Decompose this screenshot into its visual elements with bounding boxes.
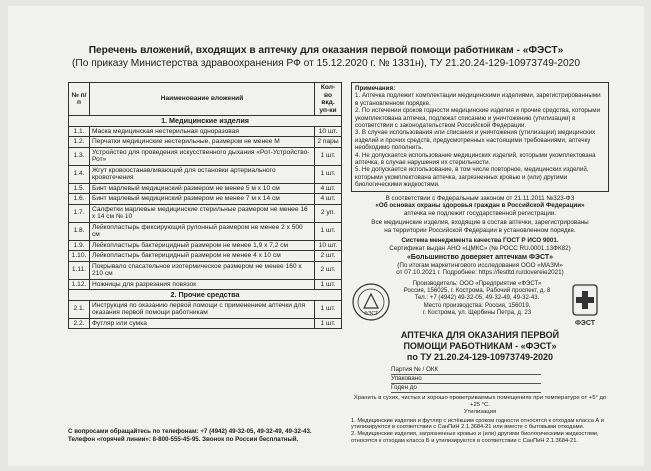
row-qty: 2 шт. (315, 261, 342, 279)
section-title: 1. Медицинские изделия (69, 116, 342, 127)
note-item: 5. Не допускается использование, в том числе повторное, медицинских изделий, которыми укомплектована аптечка, загрязненных кровью и (или) другими биологическими жидкостями. (355, 166, 589, 189)
trust-line: «Большинство доверяет аптечкам ФЭСТ» (406, 254, 553, 262)
row-qty: 1 шт. (315, 279, 342, 290)
logo-left-text: ФЭСТ (364, 310, 378, 317)
table-row (69, 300, 342, 318)
expiry-field: Годен до (391, 384, 541, 393)
note-item: 4. Не допускается использование медицинских изделий, которыми укомплектована аптечка, в случае нарушения их стерильности. (355, 151, 596, 167)
row-name: Футляр или сумка (90, 318, 315, 329)
table-row (69, 279, 342, 290)
quality-text (351, 237, 609, 252)
quality-line: Сертификат выдан АНО «ЦМКС» (№ РОСС RU.0001.13ФК82) (389, 244, 571, 252)
table-row (69, 240, 342, 251)
col-number-header: № п/п (69, 83, 90, 116)
notes-box (351, 82, 609, 192)
row-number: 1.4. (69, 165, 90, 183)
row-qty: 1 шт. (315, 165, 342, 183)
table-row (69, 165, 342, 183)
row-number: 1.7. (69, 204, 90, 222)
document-subtitle: (По приказу Министерства здравоохранения РФ от 15.12.2020 г. № 1331н), ТУ 21.20.24-129-10973749-2020 (71, 58, 581, 69)
section-title: 2. Прочие средства (69, 290, 342, 301)
quality-line: Система менеджмента качества ГОСТ Р ИСО 9001. (401, 237, 559, 245)
table-row (69, 318, 342, 329)
table-body (69, 116, 342, 329)
row-qty: 2 шт. (315, 251, 342, 262)
section-row (69, 290, 342, 301)
row-name: Перчатки медицинские нестерильные, размером не менее М (90, 137, 315, 148)
table-row (69, 183, 342, 194)
fest-logo-icon (561, 282, 609, 328)
document-header (8, 44, 644, 70)
row-qty: 1 шт. (315, 300, 342, 318)
row-number: 1.10. (69, 251, 90, 262)
producer-block (351, 280, 609, 330)
row-name: Лейкопластырь бактерицидный размером не менее 4 х 10 см (90, 251, 315, 262)
product-line: по ТУ 21.20.24-129-10973749-2020 (406, 351, 554, 362)
storage-text (351, 395, 609, 416)
footnote: 1. Медицинские изделия и футляр с истёкшим сроком годности относятся к отходам класса А и утилизируются в соответствии с СанПиН 2.1.3684-21 или вместе с бытовыми отходами. (351, 417, 604, 431)
row-name: Бинт марлевый медицинский размером не менее 5 м х 10 см (90, 183, 315, 194)
row-number: 1.8. (69, 222, 90, 240)
note-item: 1. Аптечка подлежит комплектации медицинскими изделиями, зарегистрированными в установленном порядке. (355, 92, 601, 107)
registration-text (351, 219, 609, 234)
row-qty: 2 пары (315, 137, 342, 148)
product-line: АПТЕЧКА ДЛЯ ОКАЗАНИЯ ПЕРВОЙ (400, 329, 560, 340)
row-number: 1.9. (69, 240, 90, 251)
product-line: ПОМОЩИ РАБОТНИКАМ - «ФЭСТ» (403, 340, 557, 351)
row-number: 1.2. (69, 137, 90, 148)
row-name: Бинт марлевый медицинский размером не менее 7 м х 14 см (90, 194, 315, 205)
packed-field: Упаковано (391, 375, 541, 384)
notes-title: Примечания: (355, 85, 396, 92)
contents-table-block (68, 82, 342, 329)
row-name: Жгут кровоостанавливающий для остановки артериального кровотечения (90, 165, 315, 183)
trust-line: (По итогам маркетингового исследования ООО «МАЗМ» (397, 261, 563, 269)
batch-fields (391, 366, 609, 393)
footnote: 2. Медицинские изделия, загрязненные кровью и (или) другими биологическими жидкостями, относятся к отходам класса Б и утилизируются в соответствии с СанПиН 2.1.3684-21. (351, 431, 599, 445)
table-row (69, 137, 342, 148)
table-header-row (69, 83, 342, 116)
document-sheet (8, 6, 644, 466)
row-qty: 1 шт. (315, 147, 342, 165)
row-name: Ножницы для разрезания повязок (90, 279, 315, 290)
note-item: 3. В случае использования или списания и уничтожения (утилизации) медицинских изделий и прочих средств, предусмотренных настоящими требованиями, аптечку необходимо пополнить. (355, 129, 596, 152)
row-number: 1.11. (69, 261, 90, 279)
logo-right-text: ФЭСТ (574, 319, 596, 327)
row-name: Лейкопластырь фиксирующий рулонный размером не менее 2 х 500 см (90, 222, 315, 240)
note-item: 2. По истечении сроков годности медицинские изделия и прочие средства, которыми укомплектована аптечка, подлежат списанию и уничтожению (утилизации) в соответствии с законодательством Российской Федерации. (355, 107, 601, 130)
contact-footer (68, 428, 348, 443)
table-row (69, 194, 342, 205)
hotline-phone: Телефон «горячей линии»: 8-800-555-45-95. Звонок по России бесплатный. (68, 435, 299, 443)
registration-line: Все медицинские изделия, входящие в состав аптечки, зарегистрированы (371, 219, 589, 227)
row-name: Покрывало спасательное изотермическое размером не менее 160 х 210 см (90, 261, 315, 279)
law-line: аптечка не подлежит государственной регистрации. (403, 209, 557, 217)
trust-text (351, 254, 609, 277)
row-qty: 10 шт. (315, 126, 342, 137)
col-qty-header: Кол-во вкд. уп-ки (315, 83, 342, 116)
law-line: В соответствии с Федеральным законом от 21.11.2011 №323-ФЗ (385, 194, 575, 202)
row-name: Лейкопластырь бактерицидный размером не менее 1,9 х 7,2 см (90, 240, 315, 251)
row-qty: 1 шт. (315, 222, 342, 240)
row-name: Инструкция по оказанию первой помощи с применением аптечки для оказания первой помощи работникам (90, 300, 315, 318)
row-number: 1.1. (69, 126, 90, 137)
table-row (69, 251, 342, 262)
producer-line: Россия, 156025, г. Кострома, Рабочий проспект, д. 8 (403, 286, 551, 294)
producer-line: Место производства: Россия, 156019, (423, 301, 531, 309)
storage-line: Хранить в сухих, чистых и хорошо проветриваемых помещениях при температуре от +5° до +25 °С. (353, 394, 607, 408)
trust-line: от 07.10.2021 г. Подробнее: https://festltd.ru/dovereie2021) (396, 269, 564, 277)
table-row (69, 126, 342, 137)
batch-field: Партия № / ОКК (391, 366, 541, 375)
row-name: Салфетки марлевые медицинские стерильные размером не менее 16 х 14 см № 10 (90, 204, 315, 222)
row-qty: 2 уп. (315, 204, 342, 222)
row-number: 1.3. (69, 147, 90, 165)
law-line: «Об основах охраны здоровья граждан в Российской Федерации» (375, 202, 585, 210)
row-number: 1.6. (69, 194, 90, 205)
row-qty: 4 шт. (315, 183, 342, 194)
producer-text (401, 280, 553, 316)
law-text (351, 195, 609, 218)
row-number: 2.2. (69, 318, 90, 329)
disposal-title: Утилизация (463, 408, 497, 415)
row-qty: 10 шт. (315, 240, 342, 251)
contact-phones: С вопросами обращайтесь по телефонам: +7 (4942) 49-32-05, 49-32-49, 49-32-43. (68, 428, 312, 435)
document-title: Перечень вложений, входящих в аптечку для оказания первой помощи работникам - «ФЭСТ» (88, 45, 564, 56)
producer-line: Тел.: +7 (4942) 49-32-05, 49-32-49, 49-32-43. (414, 294, 540, 302)
table-row (69, 222, 342, 240)
quality-mark-icon (351, 282, 391, 322)
section-row (69, 116, 342, 127)
table-row (69, 261, 342, 279)
table-row (69, 204, 342, 222)
footnotes (351, 418, 609, 445)
registration-line: на территории Российской Федерации в установленном порядке. (384, 226, 576, 234)
row-number: 2.1. (69, 300, 90, 318)
row-number: 1.12. (69, 279, 90, 290)
product-title (351, 330, 609, 363)
row-number: 1.5. (69, 183, 90, 194)
row-name: Маска медицинская нестерильная одноразовая (90, 126, 315, 137)
producer-line: Производитель: ООО «Предприятие «ФЭСТ» (412, 279, 542, 287)
row-name: Устройство для проведения искусственного дыхания «Рот-Устройство-Рот» (90, 147, 315, 165)
row-qty: 1 шт. (315, 318, 342, 329)
contents-table (68, 82, 342, 329)
table-row (69, 147, 342, 165)
col-name-header: Наименование вложений (90, 83, 315, 116)
row-qty: 4 шт. (315, 194, 342, 205)
producer-line: г. Кострома, ул. Щербины Петра, д. 23 (422, 308, 532, 316)
info-column (351, 82, 609, 445)
